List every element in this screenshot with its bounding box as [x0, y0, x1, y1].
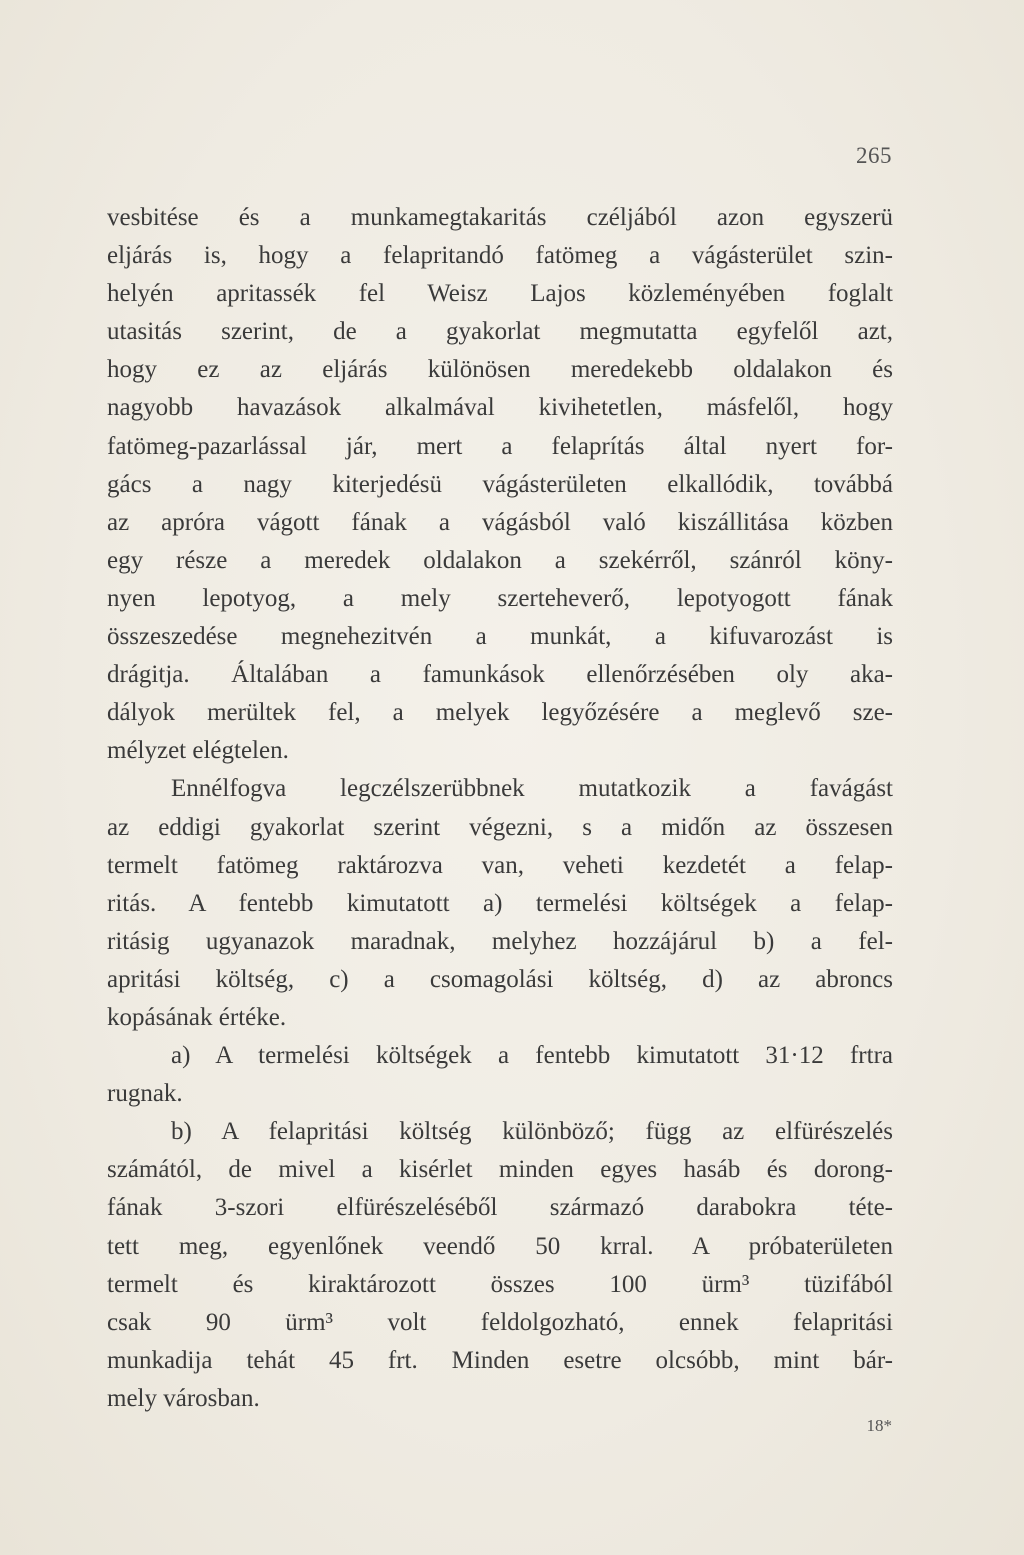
text-line: vesbitése és a munkamegtakaritás czéljából azon egyszerü [107, 204, 893, 231]
text-line: dályok merültek fel, a melyek legyőzésére a meglevő sze- [107, 699, 893, 727]
text-line: kopásának értéke. [107, 1003, 287, 1031]
text-line: csak 90 ürm³ volt feldolgozható, ennek felapritási [107, 1308, 893, 1336]
text-line: utasitás szerint, de a gyakorlat megmutatta egyfelől azt, [107, 318, 893, 346]
text-line: számától, de mivel a kisérlet minden egyes hasáb és dorong- [107, 1156, 893, 1184]
text-line: mely városban. [107, 1384, 260, 1412]
text-line: az apróra vágott fának a vágásból való kiszállitása közben [107, 508, 893, 536]
text-line: mélyzet elégtelen. [107, 737, 289, 765]
text-line: rugnak. [107, 1080, 183, 1108]
text-line: Ennélfogva legczélszerübbnek mutatkozik a favágást [171, 775, 893, 803]
text-line: termelt és kiraktározott összes 100 ürm³ tüzifából [107, 1270, 893, 1298]
body-text [107, 199, 893, 1418]
text-line: termelt fatömeg raktározva van, veheti kezdetét a felap- [107, 851, 893, 879]
text-line: drágitja. Általában a famunkások ellenőrzésében oly aka- [107, 661, 893, 689]
text-line: egy része a meredek oldalakon a szekérről, szánról köny- [107, 546, 893, 574]
page-number: 265 [856, 143, 892, 168]
text-line: a) A termelési költségek a fentebb kimutatott 31·12 frtra [171, 1042, 893, 1070]
text-line: összeszedése megnehezitvén a munkát, a kifuvarozást is [107, 623, 893, 651]
text-line: fának 3-szori elfürészeléséből származó darabokra téte- [107, 1194, 893, 1222]
text-line: hogy ez az eljárás különösen meredekebb oldalakon és [107, 356, 893, 384]
text-line: ritás. A fentebb kimutatott a) termelési költségek a felap- [107, 889, 893, 917]
text-line: fatömeg-pazarlással jár, mert a felaprítás által nyert for- [107, 432, 893, 460]
text-line: gács a nagy kiterjedésü vágásterületen elkallódik, továbbá [107, 470, 893, 498]
text-line: nagyobb havazások alkalmával kivihetetlen, másfelől, hogy [107, 394, 893, 422]
text-line: munkadija tehát 45 frt. Minden esetre olcsóbb, mint bár- [107, 1346, 893, 1374]
text-line: helyén apritassék fel Weisz Lajos közleményében foglalt [107, 280, 893, 308]
signature-mark: 18* [866, 1416, 892, 1435]
text-line: az eddigi gyakorlat szerint végezni, s a midőn az összesen [107, 813, 893, 841]
text-line: apritási költség, c) a csomagolási költség, d) az abroncs [107, 965, 893, 993]
text-line: nyen lepotyog, a mely szerteheverő, lepotyogott fának [107, 584, 893, 612]
text-line: b) A felapritási költség különböző; függ az elfürészelés [171, 1118, 893, 1146]
text-line: ritásig ugyanazok maradnak, melyhez hozzájárul b) a fel- [107, 927, 893, 955]
text-line: tett meg, egyenlőnek veendő 50 krral. A próbaterületen [107, 1232, 893, 1260]
text-line: eljárás is, hogy a felapritandó fatömeg a vágásterület szin- [107, 242, 893, 270]
